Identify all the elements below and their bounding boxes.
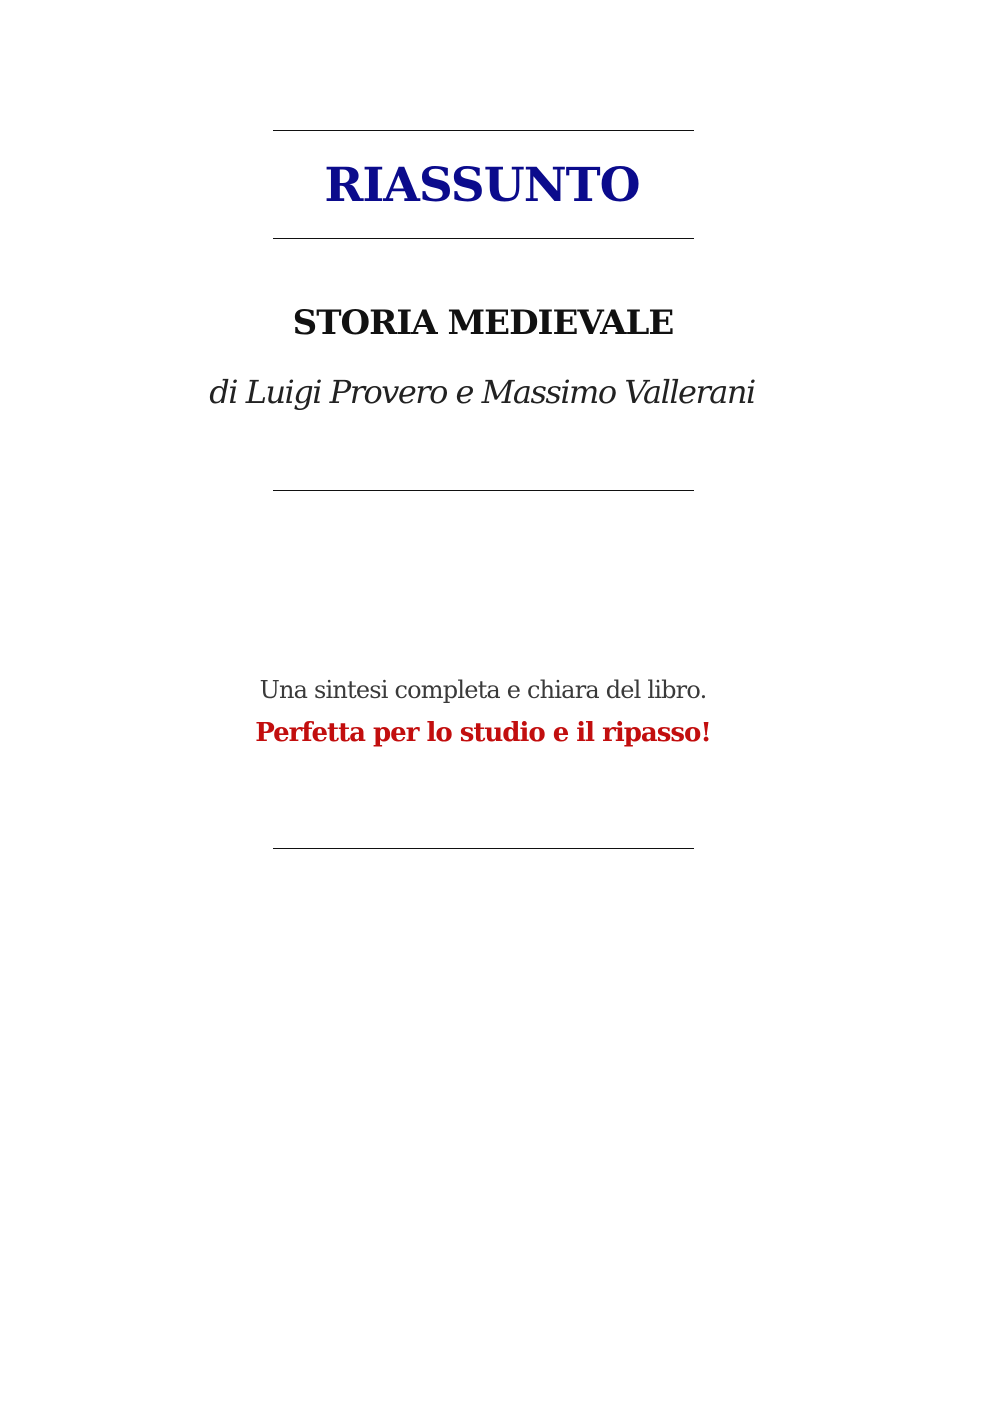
title-divider (273, 238, 694, 239)
top-divider (273, 130, 694, 131)
book-subject: STORIA MEDIEVALE (292, 303, 674, 343)
bottom-divider (273, 848, 694, 849)
authors-divider (273, 490, 694, 491)
highlight-text: Perfetta per lo studio e il ripasso! (255, 718, 711, 748)
document-title: RIASSUNTO (324, 158, 640, 213)
description-text: Una sintesi completa e chiara del libro. (259, 676, 707, 704)
book-authors: di Luigi Provero e Massimo Vallerani (209, 373, 755, 411)
